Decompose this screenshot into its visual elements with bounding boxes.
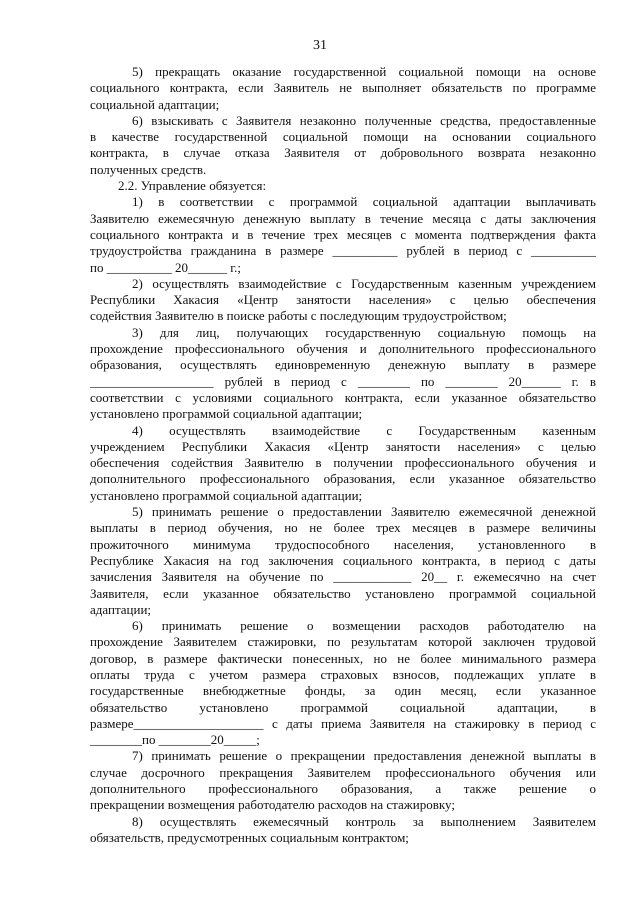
text-line: договор, в размере фактически понесенных, но не более минимального размера xyxy=(90,650,596,666)
text-line: ___________________ рублей в период с ________ по ________ 20______ г. в xyxy=(90,373,596,389)
text-line: прекращении возмещения работодателю расходов на стажировку; xyxy=(90,797,455,813)
text-line: обязательство установлено программой социальной адаптации, в xyxy=(90,699,596,715)
text-line: в качестве государственной социальной помощи на основании социального xyxy=(90,129,596,145)
text-line: образования, осуществлять единовременную денежную выплату в размере xyxy=(90,357,596,373)
text-line: контракта, в случае отказа Заявителя от добровольного возврата незаконно xyxy=(90,145,596,161)
obligation-5-training-payment xyxy=(90,504,596,618)
text-line: выплаты в период обучения, но не более трех месяцев в размере величины xyxy=(90,520,596,536)
text-line: установлено программой социальной адаптации; xyxy=(90,406,363,422)
text-line: соответствии с условиями социального контракта, если указанное обязательство xyxy=(90,389,596,405)
text-line: установлено программой социальной адаптации; xyxy=(90,487,363,503)
text-line: дополнительного профессионального образования, если указанное обязательство xyxy=(90,471,596,487)
text-line: Заявителю ежемесячную денежную выплату в течение месяца с даты заключения xyxy=(90,210,596,226)
text-line: случае досрочного прекращения Заявителем профессионального обучения или xyxy=(90,764,596,780)
section-heading: 2.2. Управление обязуется: xyxy=(118,178,267,194)
text-line: 4) осуществлять взаимодействие с Государственным казенным xyxy=(132,422,596,438)
text-line: зачисления Заявителя на обучение по ____________ 20__ г. ежемесячно на счет xyxy=(90,569,596,585)
text-line: 5) прекращать оказание государственной социальной помощи на основе xyxy=(132,64,596,79)
text-line: 6) принимать решение о возмещении расходов работодателю на xyxy=(132,618,596,634)
text-line: 1) в соответствии с программой социальной адаптации выплачивать xyxy=(132,194,596,210)
text-line: 8) осуществлять ежемесячный контроль за выполнением Заявителем xyxy=(132,813,596,829)
text-line: прохождение Заявителем стажировки, по результатам которой заключен трудовой xyxy=(90,634,596,650)
obligation-2-employment-center xyxy=(90,276,596,325)
section-heading-2-2 xyxy=(90,178,596,194)
text-line: обязательств, предусмотренных социальным контрактом; xyxy=(90,829,409,845)
text-line: Республике Хакасия на год заключения социального контракта, в период с даты xyxy=(90,552,596,568)
text-line: 2) осуществлять взаимодействие с Государственным казенным учреждением xyxy=(132,275,596,291)
text-line: Республики Хакасия «Центр занятости населения» с целью обеспечения xyxy=(90,292,596,308)
text-line: 6) взыскивать с Заявителя незаконно полученные средства, предоставленные xyxy=(132,112,596,128)
text-line: полученных средств. xyxy=(90,161,207,177)
document-body xyxy=(90,64,596,846)
obligation-1-monthly-payment xyxy=(90,194,596,275)
obligation-4-training-assistance xyxy=(90,423,596,504)
text-line: содействия Заявителю в поиске работы с последующим трудоустройством; xyxy=(90,308,507,324)
text-line: учреждением Республики Хакасия «Центр занятости населения» с целью xyxy=(90,438,596,454)
text-line: 3) для лиц, получающих государственную социальную помощь на xyxy=(132,324,596,340)
text-line: Заявителя, если указанное обязательство установлено программой социальной xyxy=(90,585,596,601)
text-line: социального контракта, если Заявитель не выполняет обязательств по программе xyxy=(90,80,596,96)
text-line: по __________ 20______ г.; xyxy=(90,259,241,275)
text-line: размере____________________ с даты приема Заявителя на стажировку в период с xyxy=(90,715,596,731)
obligation-3-one-time-payment xyxy=(90,325,596,423)
text-line: прожиточного минимума трудоспособного населения, установленного в xyxy=(90,536,596,552)
text-line: 5) принимать решение о предоставлении Заявителю ежемесячной денежной xyxy=(132,504,596,520)
page-number: 31 xyxy=(313,38,327,53)
text-line: социального контракта и в течение трех месяцев с момента подтверждения факта xyxy=(90,226,596,242)
text-line: обеспечения содействия Заявителю в получении профессионального обучения и xyxy=(90,455,596,471)
text-line: трудоустройства гражданина в размере __________ рублей в период с __________ xyxy=(90,243,596,259)
text-line: ________по ________20_____; xyxy=(90,732,260,748)
paragraph-6-recover-funds xyxy=(90,113,596,178)
text-line: 7) принимать решение о прекращении предоставления денежной выплаты в xyxy=(132,748,596,764)
text-line: социальной адаптации; xyxy=(90,96,220,112)
text-line: государственные внебюджетные фонды, за один месяц, если указанное xyxy=(90,683,596,699)
text-line: адаптации; xyxy=(90,601,152,617)
text-line: дополнительного профессионального образования, а также решение о xyxy=(90,781,596,797)
text-line: прохождение профессионального обучения и дополнительного профессионального xyxy=(90,341,596,357)
text-line: оплаты труда с учетом размера страховых взносов, подлежащих уплате в xyxy=(90,666,596,682)
obligation-7-terminate-payment xyxy=(90,748,596,813)
paragraph-5-terminate-assistance xyxy=(90,64,596,113)
obligation-8-monthly-control xyxy=(90,814,596,847)
obligation-6-employer-reimbursement xyxy=(90,618,596,748)
